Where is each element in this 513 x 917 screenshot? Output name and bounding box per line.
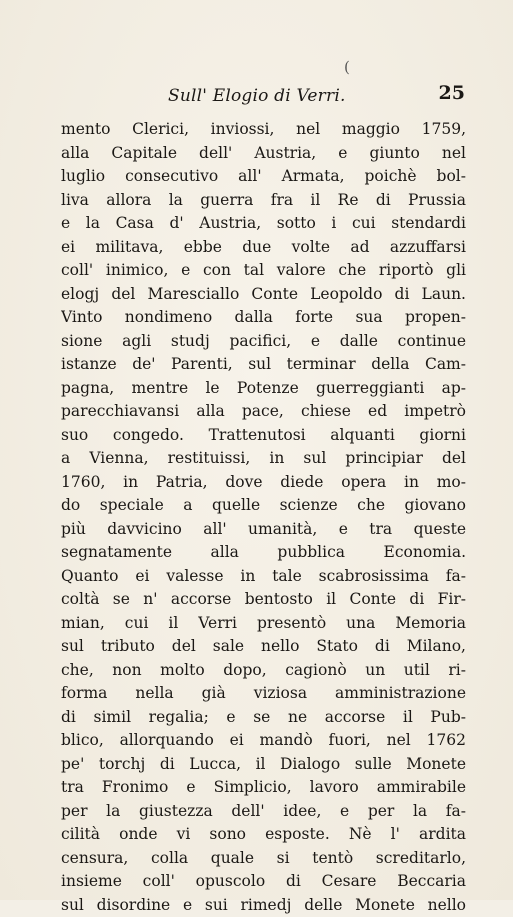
text-line: sul tributo del sale nello Stato di Milano, xyxy=(61,635,466,659)
text-line: Vinto nondimeno dalla forte sua propen- xyxy=(61,306,466,330)
text-line: 1760, in Patria, dove diede opera in mo- xyxy=(61,471,466,495)
text-line: parecchiavansi alla pace, chiese ed impetrò xyxy=(61,400,466,424)
running-title: Sull' Elogio di Verri. xyxy=(168,86,346,106)
text-line: sul disordine e sui rimedj delle Monete nello xyxy=(61,894,466,917)
text-line: cilità onde vi sono esposte. Nè l' ardita xyxy=(61,823,466,847)
text-line: mento Clerici, inviossi, nel maggio 1759, xyxy=(61,118,466,142)
text-line: Quanto ei valesse in tale scabrosissima fa- xyxy=(61,565,466,589)
text-line: che, non molto dopo, cagionò un util ri- xyxy=(61,659,466,683)
text-line: tra Fronimo e Simplicio, lavoro ammirabile xyxy=(61,776,466,800)
text-line: forma nella già viziosa amministrazione xyxy=(61,682,466,706)
body-text xyxy=(61,118,466,917)
text-line: sione agli studj pacifici, e dalle continue xyxy=(61,330,466,354)
text-line: mian, cui il Verri presentò una Memoria xyxy=(61,612,466,636)
text-line: segnatamente alla pubblica Economia. xyxy=(61,541,466,565)
text-line: e la Casa d' Austria, sotto i cui stendardi xyxy=(61,212,466,236)
text-line: a Vienna, restituissi, in sul principiar del xyxy=(61,447,466,471)
text-line: suo congedo. Trattenutosi alquanti giorni xyxy=(61,424,466,448)
text-line: pagna, mentre le Potenze guerreggianti ap- xyxy=(61,377,466,401)
page-number: 25 xyxy=(439,82,465,104)
text-line: alla Capitale dell' Austria, e giunto nel xyxy=(61,142,466,166)
text-line: ei militava, ebbe due volte ad azzuffarsi xyxy=(61,236,466,260)
text-line: do speciale a quelle scienze che giovano xyxy=(61,494,466,518)
text-line: insieme coll' opuscolo di Cesare Beccaria xyxy=(61,870,466,894)
text-line: censura, colla quale si tentò screditarlo, xyxy=(61,847,466,871)
text-line: coll' inimico, e con tal valore che riportò gli xyxy=(61,259,466,283)
page-header xyxy=(60,86,465,112)
text-line: elogj del Maresciallo Conte Leopoldo di Laun. xyxy=(61,283,466,307)
text-line: istanze de' Parenti, sul terminar della Cam- xyxy=(61,353,466,377)
text-line: luglio consecutivo all' Armata, poichè bol- xyxy=(61,165,466,189)
text-line: di simil regalia; e se ne accorse il Pub- xyxy=(61,706,466,730)
text-line: pe' torchj di Lucca, il Dialogo sulle Monete xyxy=(61,753,466,777)
text-line: coltà se n' accorse bentosto il Conte di Fir- xyxy=(61,588,466,612)
text-line: liva allora la guerra fra il Re di Prussia xyxy=(61,189,466,213)
text-line: più davvicino all' umanità, e tra queste xyxy=(61,518,466,542)
text-line: per la giustezza dell' idee, e per la fa- xyxy=(61,800,466,824)
text-line: blico, allorquando ei mandò fuori, nel 1762 xyxy=(61,729,466,753)
margin-mark: ( xyxy=(344,58,350,76)
